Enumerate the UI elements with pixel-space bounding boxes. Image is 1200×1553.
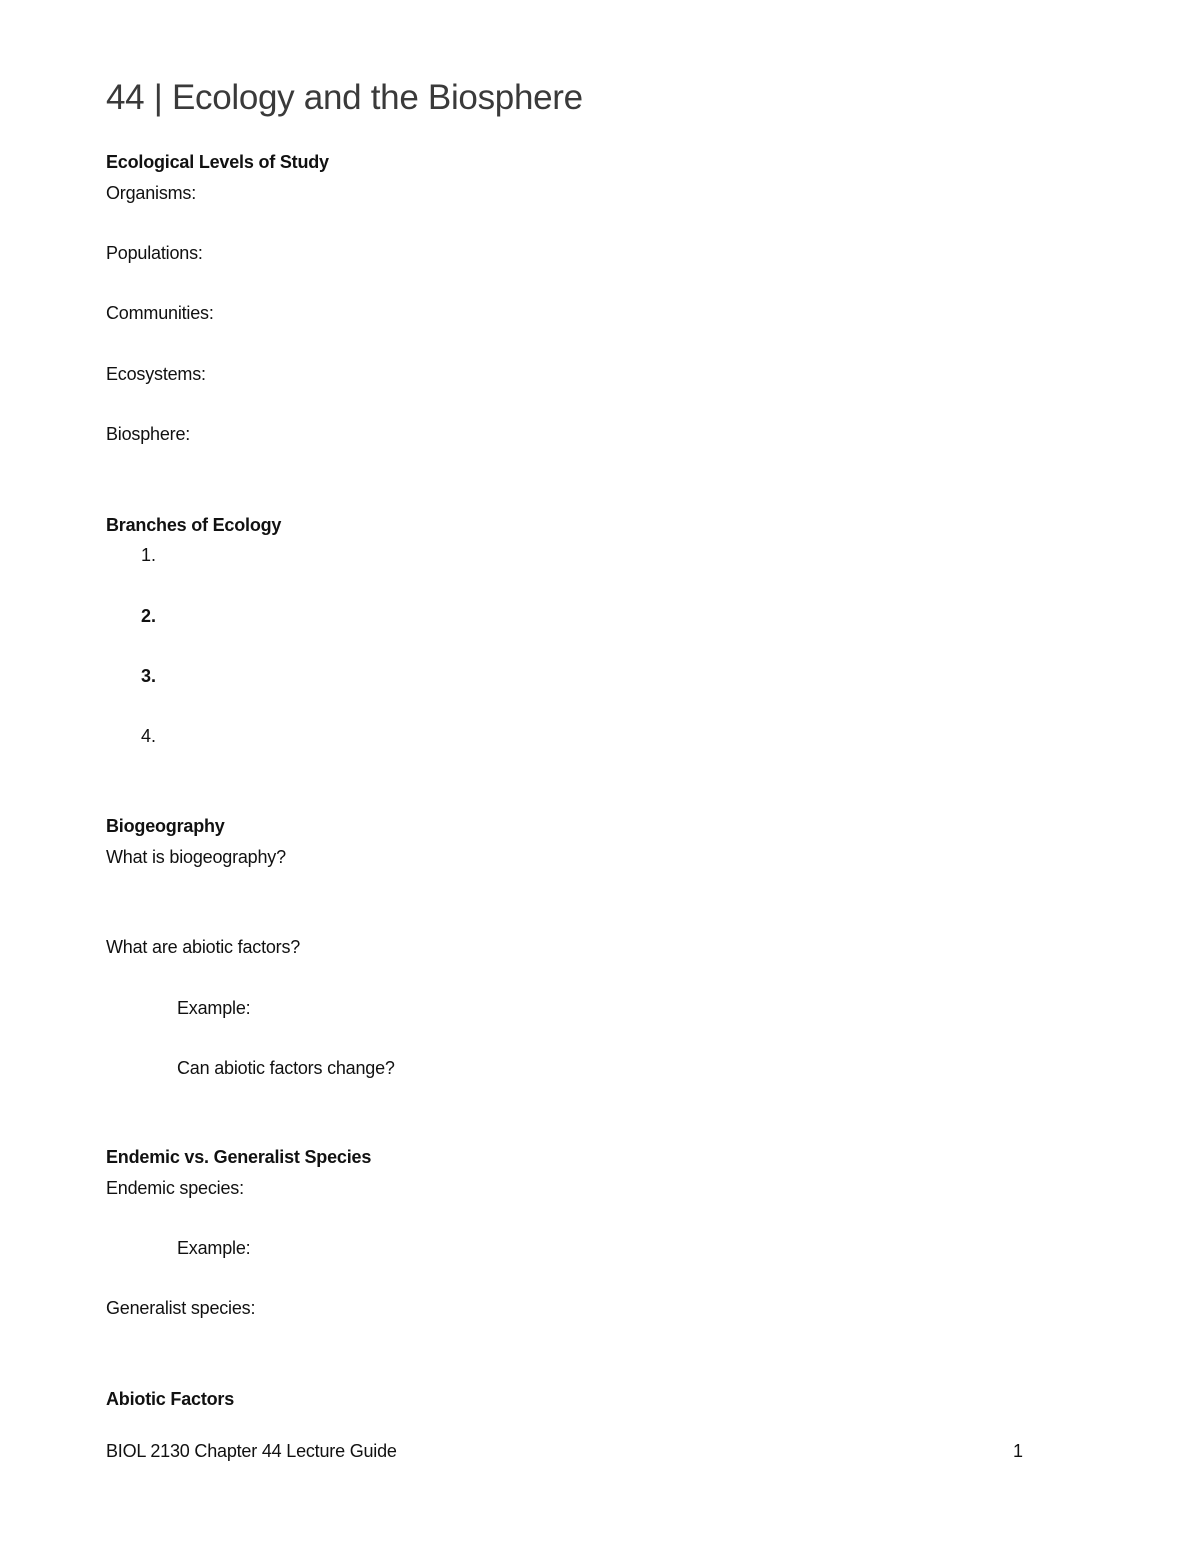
branch-number-4: 4. <box>141 726 157 746</box>
question-abiotic-change: Can abiotic factors change? <box>177 1058 395 1078</box>
heading-abiotic-factors: Abiotic Factors <box>106 1389 235 1409</box>
label-generalist-species: Generalist species: <box>106 1298 256 1318</box>
heading-levels: Ecological Levels of Study <box>106 152 329 172</box>
heading-biogeography: Biogeography <box>106 816 225 836</box>
item-ecosystems: Ecosystems: <box>106 364 206 384</box>
heading-endemic-generalist: Endemic vs. Generalist Species <box>106 1147 372 1167</box>
label-endemic-species: Endemic species: <box>106 1178 244 1198</box>
question-biogeography: What is biogeography? <box>106 847 286 867</box>
page-title: 44 | Ecology and the Biosphere <box>106 78 583 117</box>
item-populations: Populations: <box>106 243 203 263</box>
question-abiotic-factors: What are abiotic factors? <box>106 937 301 957</box>
item-communities: Communities: <box>106 303 214 323</box>
heading-branches: Branches of Ecology <box>106 515 282 535</box>
branch-number-3: 3. <box>141 666 157 686</box>
abiotic-example-label: Example: <box>177 998 251 1018</box>
endemic-example-label: Example: <box>177 1238 251 1258</box>
item-organisms: Organisms: <box>106 183 197 203</box>
footer-course-label: BIOL 2130 Chapter 44 Lecture Guide <box>106 1441 397 1461</box>
item-biosphere: Biosphere: <box>106 424 191 444</box>
branch-number-1: 1. <box>141 545 157 565</box>
footer-page-number: 1 <box>1013 1441 1023 1461</box>
branch-number-2: 2. <box>141 606 157 626</box>
